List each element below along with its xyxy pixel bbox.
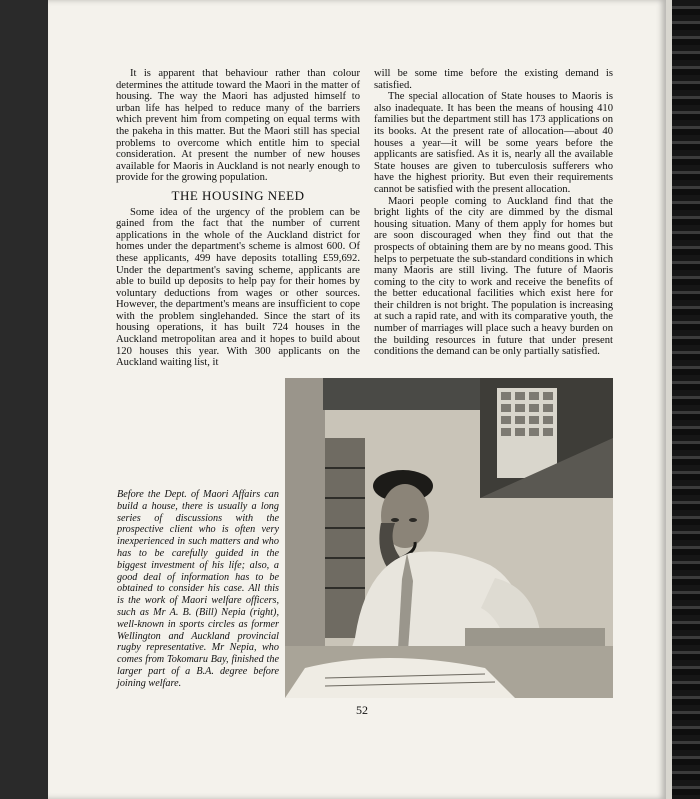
photo-caption: Before the Dept. of Maori Affairs can build a house, there is usually a long series of discussions with the prospective client who is often very inexperienced in such matters and who has to be carefully guided in the biggest investment of his life; also, a good deal of information has to be obtained to consider his case. All this is the work of Maori welfare officers, such as Mr A. B. (Bill) Nepia (right), well-known in sports circles as former Wellington and Auckland provincial rugby representative. Mr Nepia, who comes from Tokomaru Bay, finished the larger part of a B.A. degree before joining welfare. bbox=[117, 489, 279, 689]
section-heading: THE HOUSING NEED bbox=[171, 187, 305, 203]
left-column bbox=[116, 68, 360, 369]
page-number: 52 bbox=[356, 703, 368, 717]
photo-welfare-officer bbox=[285, 378, 613, 698]
right-column bbox=[374, 68, 613, 358]
state-houses-paragraph: The special allocation of State houses to Maoris is also inadequate. It has been the means of housing 410 families but the department still has 173 applications on its books. At the present rate of allocation—about 40 houses a year—it will be some years before the applicants are satisfied. As it is, nearly all the available State houses are given to tuberculosis sufferers who have the highest priority. But even their requirements cannot be satisfied with the present allocation. bbox=[374, 91, 613, 195]
photo-illustration bbox=[285, 378, 613, 698]
adjacent-page-edge bbox=[666, 0, 700, 799]
intro-paragraph: It is apparent that behaviour rather than colour determines the attitude toward the Maori in the matter of housing. The way the Maori has adjusted himself to urban life has helped to reduce many of the barriers which prevent him from competing on equal terms with the pakeha in this matter. But the Maori still has special problems to overcome which entitle him to special consideration. At present the number of new houses available for Maoris in Auckland is not nearly enough to provide for the growing population. bbox=[116, 68, 360, 184]
housing-need-paragraph: Some idea of the urgency of the problem can be gained from the fact that the number of current applications in the whole of the Auckland district for homes under the department's scheme is almost 600. Of these applicants, 499 have deposits totalling £59,692. Under the department's saving scheme, applicants are able to build up deposits to help pay for their homes by voluntary deductions from wages or other sources. However, the department's means are insufficient to cope with the problem singlehanded. Since the start of its housing operations, it has built 724 houses in the Auckland metropolitan area and it hopes to build about 120 houses this year. With 300 applicants on the Auckland waiting list, it bbox=[116, 206, 360, 369]
city-lights-paragraph: Maori people coming to Auckland find that the bright lights of the city are dimmed by the dismal housing situation. Many of them apply for homes but are soon discouraged when they find out that the prospects of obtaining them are by no means good. This helps to perpetuate the sub-standard conditions in which many Maoris are still living. The future of Maoris coming to the city to work and receive the benefits of the better educational facilities which exist here for their children is not bright. The population is increasing at such a rapid rate, and with its comparative youth, the number of marriages will place such a heavy burden on the building resources in future that under present conditions the demand can be only partially satisfied. bbox=[374, 195, 613, 358]
continuation-paragraph: will be some time before the existing demand is satisfied. bbox=[374, 68, 613, 91]
